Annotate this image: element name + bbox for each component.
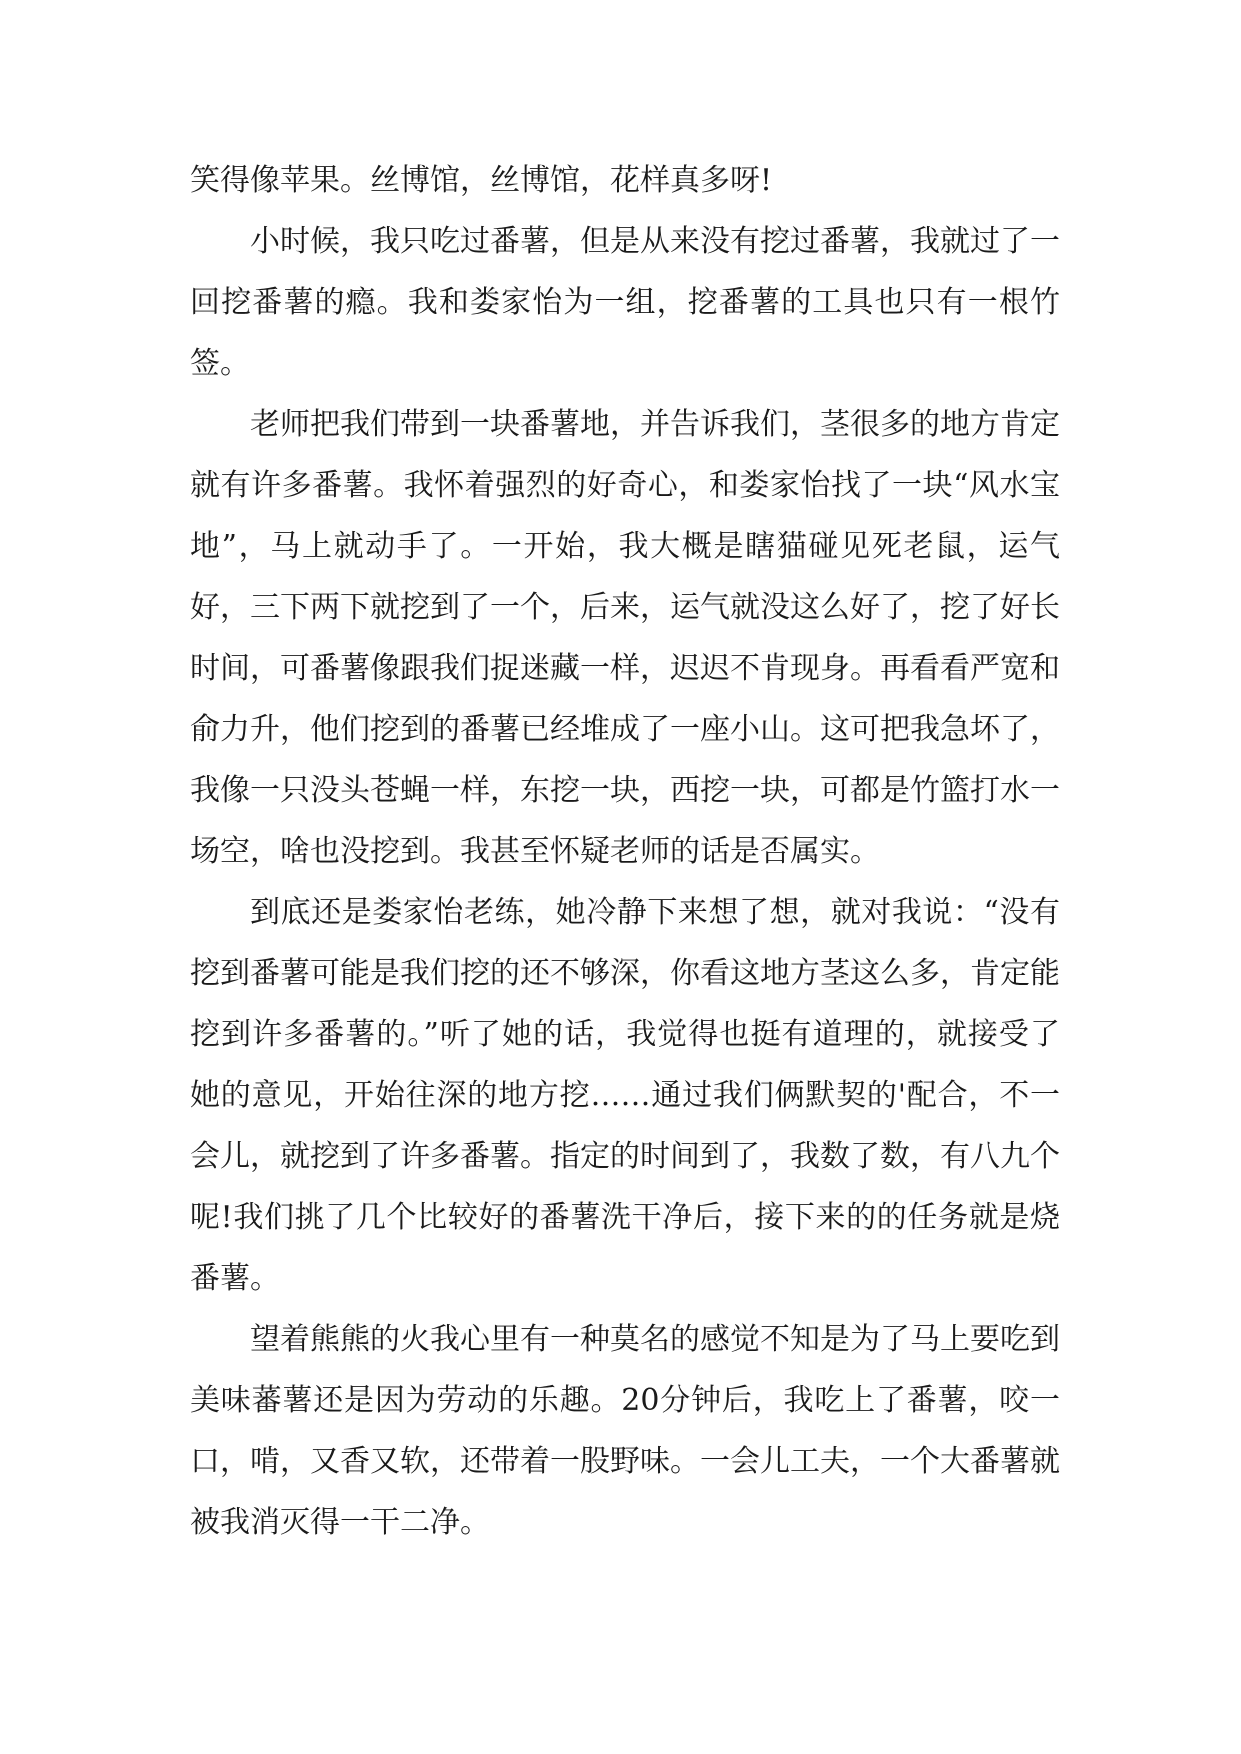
paragraph: 到底还是娄家怡老练，她冷静下来想了想，就对我说：“没有挖到番薯可能是我们挖的还不够深，你看这地方茎这么多，肯定能挖到许多番薯的。”听了她的话，我觉得也挺有道理的，就接受了她的意见，开始往深的地方挖……通过我们俩默契的'配合，不一会儿，就挖到了许多番薯。指定的时间到了，我数了数，有八九个呢!我们挑了几个比较好的番薯洗干净后，接下来的的任务就是烧番薯。 [190,895,1060,1296]
paragraph: 小时候，我只吃过番薯，但是从来没有挖过番薯，我就过了一回挖番薯的瘾。我和娄家怡为一组，挖番薯的工具也只有一根竹签。 [190,224,1060,381]
paragraph: 望着熊熊的火我心里有一种莫名的感觉不知是为了马上要吃到美味蕃薯还是因为劳动的乐趣。20分钟后，我吃上了番薯，咬一口，啃，又香又软，还带着一股野味。一会儿工夫，一个大番薯就被我消灭得一干二净。 [190,1322,1060,1540]
paragraph: 老师把我们带到一块番薯地，并告诉我们，茎很多的地方肯定就有许多番薯。我怀着强烈的好奇心，和娄家怡找了一块“风水宝地”，马上就动手了。一开始，我大概是瞎猫碰见死老鼠，运气好，三下两下就挖到了一个，后来，运气就没这么好了，挖了好长时间，可番薯像跟我们捉迷藏一样，迟迟不肯现身。再看看严宽和俞力升，他们挖到的番薯已经堆成了一座小山。这可把我急坏了，我像一只没头苍蝇一样，东挖一块，西挖一块，可都是竹篮打水一场空，啥也没挖到。我甚至怀疑老师的话是否属实。 [190,407,1060,869]
document-page [190,150,1060,1553]
paragraph-continued: 笑得像苹果。丝博馆，丝博馆，花样真多呀! [190,163,773,198]
